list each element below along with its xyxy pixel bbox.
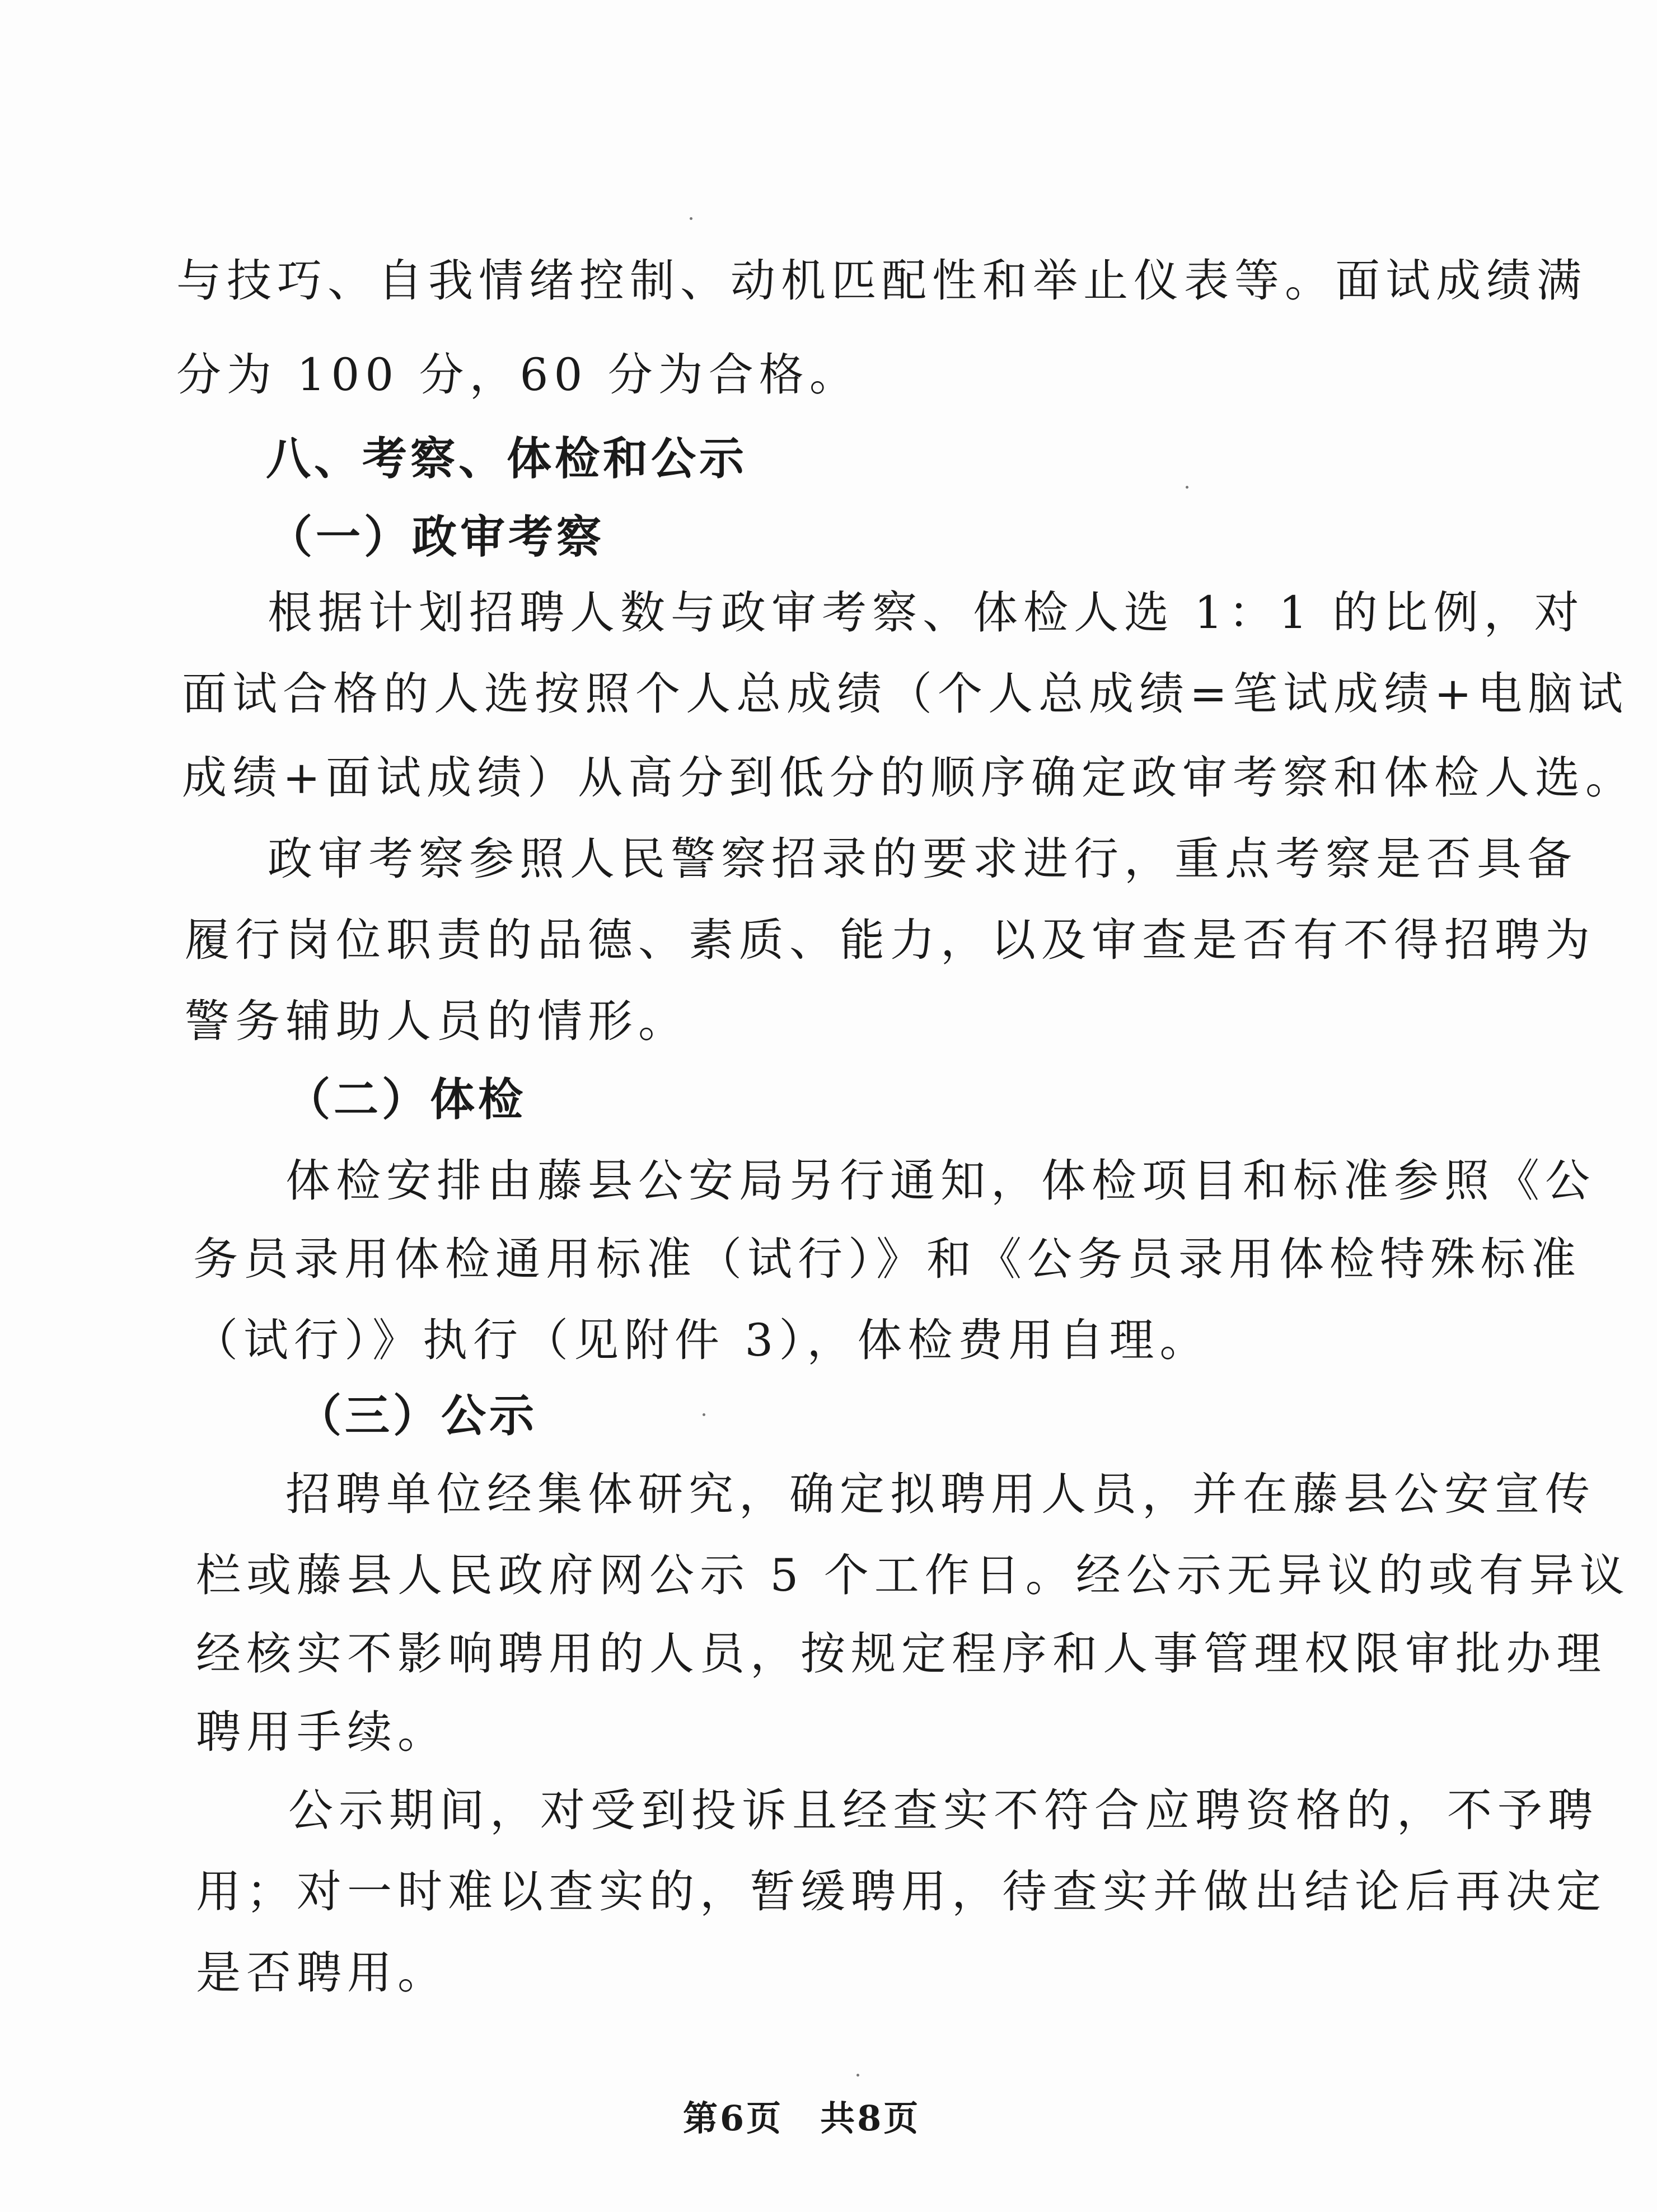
subsection-heading: （三）公示 (297, 1390, 537, 1442)
body-line: 招聘单位经集体研究，确定拟聘用人员，并在藤县公安宣传 (285, 1468, 1595, 1520)
scan-speck (703, 1413, 705, 1416)
body-line: 政审考察参照人民警察招录的要求进行，重点考察是否具备 (268, 833, 1578, 885)
body-line: （试行）》执行（见附件 3），体检费用自理。 (193, 1314, 1210, 1366)
page-number: 第6页 共8页 (683, 2098, 921, 2139)
body-line: 与技巧、自我情绪控制、动机匹配性和举止仪表等。面试成绩满 (176, 255, 1587, 307)
scan-speck (690, 217, 692, 220)
subsection-heading: （二）体检 (285, 1074, 526, 1126)
body-line: 警务辅助人员的情形。 (185, 995, 689, 1047)
scan-speck (856, 2074, 859, 2077)
body-line: 面试合格的人选按照个人总成绩（个人总成绩=笔试成绩+电脑试 (182, 668, 1629, 720)
body-line: 公示期间，对受到投诉且经查实不符合应聘资格的，不予聘 (288, 1784, 1598, 1836)
scan-speck (1186, 486, 1188, 489)
body-line: 分为 100 分，60 分为合格。 (176, 349, 860, 401)
body-line: 履行岗位职责的品德、素质、能力，以及审查是否有不得招聘为 (185, 914, 1595, 966)
body-line: 经核实不影响聘用的人员，按规定程序和人事管理权限审批办理 (196, 1628, 1607, 1680)
body-line: 聘用手续。 (196, 1706, 448, 1758)
body-line: 体检安排由藤县公安局另行通知，体检项目和标准参照《公 (285, 1155, 1595, 1207)
body-line: 用；对一时难以查实的，暂缓聘用，待查实并做出结论后再决定 (196, 1866, 1607, 1918)
subsection-heading: （一）政审考察 (268, 511, 605, 563)
body-line: 是否聘用。 (196, 1947, 448, 1999)
body-line: 务员录用体检通用标准（试行）》和《公务员录用体检特殊标准 (193, 1233, 1581, 1285)
section-heading: 八、考察、体检和公示 (266, 433, 747, 485)
body-line: 根据计划招聘人数与政审考察、体检人选 1：1 的比例，对 (268, 587, 1585, 639)
body-line: 栏或藤县人民政府网公示 5 个工作日。经公示无异议的或有异议 (196, 1549, 1630, 1601)
body-line: 成绩+面试成绩）从高分到低分的顺序确定政审考察和体检人选。 (182, 752, 1636, 804)
